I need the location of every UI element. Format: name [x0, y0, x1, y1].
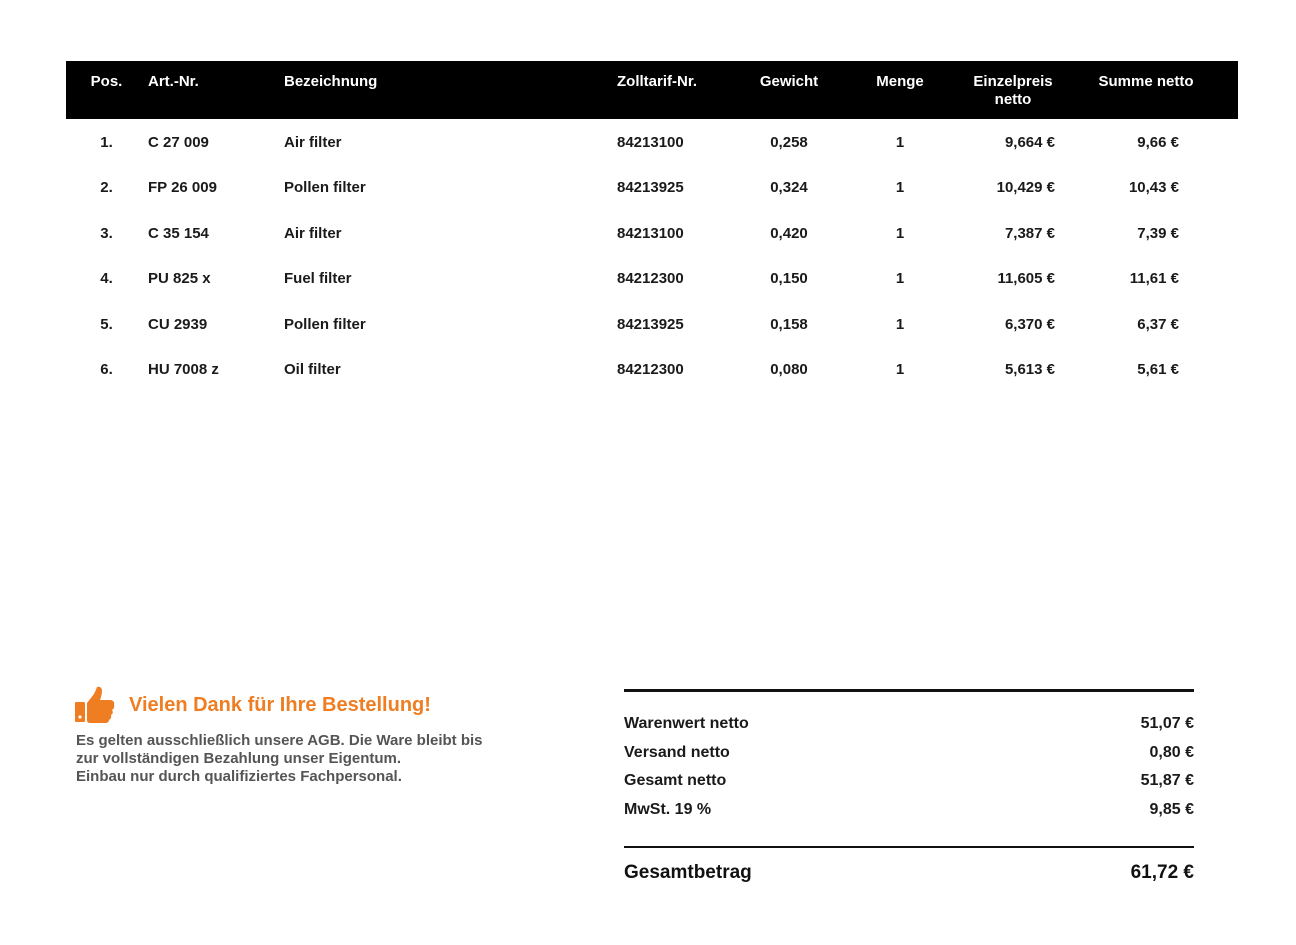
table-row: [66, 348, 1238, 393]
cell-zolltarif: 84212300: [617, 270, 684, 288]
header-einzelpreis-line1: Einzelpreis: [973, 73, 1053, 90]
cell-bezeichnung: Pollen filter: [284, 315, 366, 333]
cell-summe: 9,66 €: [1137, 134, 1179, 151]
header-art-nr: Art.-Nr.: [148, 73, 199, 90]
header-bezeichnung: Bezeichnung: [284, 73, 378, 90]
grand-total: [624, 862, 1194, 902]
cell-gewicht: 0,158: [770, 315, 808, 333]
cell-menge: 1: [895, 224, 905, 242]
totals-line-warenwert: [624, 715, 1194, 744]
header-einzelpreis: [956, 73, 1070, 109]
terms-line: zur vollständigen Bezahlung unser Eigentum.: [76, 750, 402, 767]
cell-zolltarif: 84213925: [617, 315, 684, 333]
cell-menge: 1: [895, 315, 905, 333]
cell-gewicht: 0,080: [770, 360, 808, 378]
cell-summe: 10,43 €: [1128, 179, 1179, 197]
cell-art-nr: CU 2939: [148, 315, 208, 333]
cell-bezeichnung: Pollen filter: [284, 179, 366, 197]
header-gewicht: Gewicht: [759, 73, 819, 90]
cell-einzelpreis: 10,429 €: [996, 179, 1055, 197]
cell-summe: 11,61 €: [1129, 270, 1179, 288]
cell-pos: 5.: [100, 315, 113, 333]
cell-pos: 1.: [100, 134, 113, 151]
table-row: [66, 121, 1238, 166]
cell-menge: 1: [895, 134, 905, 151]
cell-bezeichnung: Oil filter: [284, 360, 341, 378]
cell-gewicht: 0,258: [770, 134, 808, 151]
cell-art-nr: C 35 154: [148, 224, 209, 242]
totals-label: Versand netto: [624, 743, 730, 761]
cell-menge: 1: [895, 270, 905, 288]
cell-summe: 6,37 €: [1137, 315, 1179, 333]
cell-pos: 4.: [100, 270, 113, 288]
cell-einzelpreis: 9,664 €: [1004, 134, 1055, 151]
cell-gewicht: 0,420: [770, 224, 808, 242]
totals-value: 0,80 €: [1149, 743, 1194, 761]
cell-einzelpreis: 6,370 €: [1004, 315, 1055, 333]
thumbs-up-icon: [75, 686, 115, 724]
table-header: [66, 61, 1238, 119]
header-menge: Menge: [876, 73, 924, 90]
terms-text: [75, 732, 545, 786]
totals-value: 51,07 €: [1140, 715, 1194, 732]
cell-zolltarif: 84213100: [617, 134, 684, 151]
totals-list: [624, 692, 1194, 830]
totals-label: Gesamt netto: [624, 772, 727, 790]
cell-pos: 2.: [100, 179, 113, 197]
cell-pos: 6.: [100, 360, 113, 378]
terms-line: Einbau nur durch qualifiziertes Fachpersonal.: [76, 768, 402, 785]
totals-bottom-rule: [624, 846, 1194, 848]
cell-gewicht: 0,324: [770, 179, 808, 197]
cell-art-nr: C 27 009: [148, 134, 209, 151]
totals-value: 51,87 €: [1140, 772, 1194, 790]
totals-line-gesamt-netto: [624, 772, 1194, 801]
cell-summe: 5,61 €: [1137, 360, 1179, 378]
table-row: [66, 257, 1238, 302]
table-row: [66, 303, 1238, 348]
invoice-items-table: [66, 61, 1238, 393]
cell-pos: 3.: [100, 224, 113, 242]
cell-zolltarif: 84212300: [617, 360, 684, 378]
table-row: [66, 166, 1238, 211]
cell-summe: 7,39 €: [1137, 224, 1179, 242]
thank-you-note: [75, 686, 545, 786]
table-row: [66, 212, 1238, 257]
totals-label: MwSt. 19 %: [624, 801, 712, 819]
cell-menge: 1: [895, 360, 905, 378]
cell-einzelpreis: 5,613 €: [1004, 360, 1055, 378]
terms-line: Es gelten ausschließlich unsere AGB. Die Ware bleibt bis: [76, 732, 483, 749]
cell-art-nr: HU 7008 z: [148, 360, 219, 378]
header-summe-netto: Summe netto: [1098, 73, 1194, 90]
cell-bezeichnung: Air filter: [284, 134, 342, 151]
grand-total-value: 61,72 €: [1130, 861, 1194, 883]
table-body: [66, 121, 1238, 393]
totals-line-mwst: [624, 801, 1194, 830]
cell-zolltarif: 84213100: [617, 224, 684, 242]
grand-total-label: Gesamtbetrag: [624, 861, 752, 883]
cell-menge: 1: [895, 179, 905, 197]
cell-einzelpreis: 7,387 €: [1004, 224, 1055, 242]
cell-gewicht: 0,150: [770, 270, 808, 288]
cell-art-nr: PU 825 x: [148, 270, 211, 288]
cell-bezeichnung: Air filter: [284, 224, 342, 242]
cell-bezeichnung: Fuel filter: [284, 270, 352, 288]
header-zolltarif: Zolltarif-Nr.: [617, 73, 698, 90]
totals-value: 9,85 €: [1149, 801, 1194, 819]
cell-einzelpreis: 11,605 €: [997, 270, 1055, 288]
header-einzelpreis-line2: netto: [994, 91, 1032, 108]
totals-summary: [624, 689, 1194, 902]
header-pos: Pos.: [90, 73, 123, 90]
thank-you-header: [75, 686, 545, 724]
cell-art-nr: FP 26 009: [148, 179, 217, 197]
totals-line-versand: [624, 744, 1194, 773]
thank-you-title: Vielen Dank für Ihre Bestellung!: [129, 693, 431, 716]
totals-label: Warenwert netto: [624, 715, 749, 732]
cell-zolltarif: 84213925: [617, 179, 684, 197]
